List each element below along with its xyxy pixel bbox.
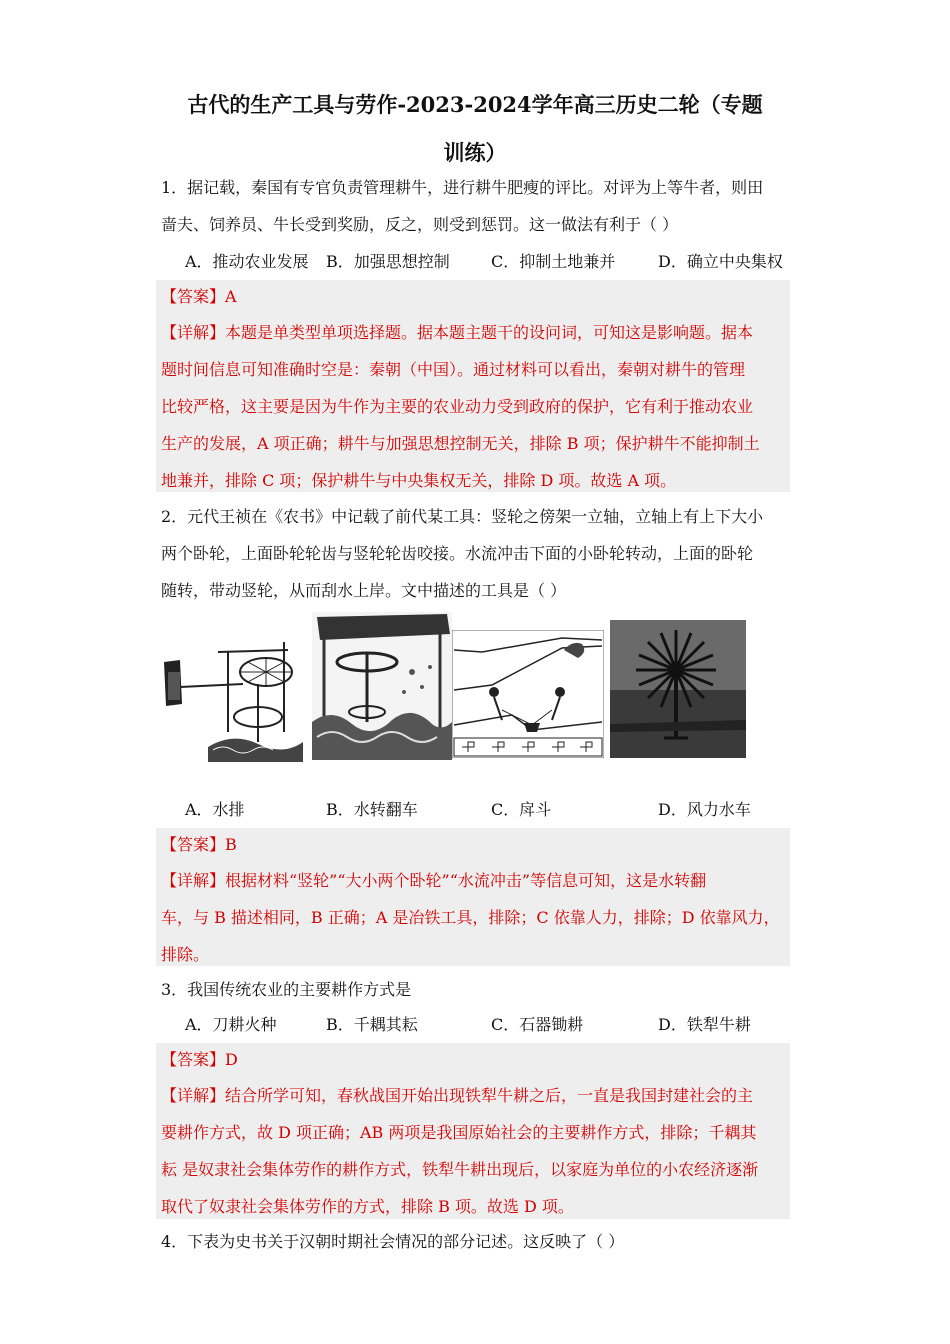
q1-option-a: A．推动农业发展 <box>185 252 309 271</box>
q1-explanation: 地兼并，排除 C 项；保护耕牛与中央集权无关，排除 D 项。故选 A 项。 <box>161 471 677 490</box>
q1-explanation: 比较严格，这主要是因为牛作为主要的农业动力受到政府的保护，它有利于推动农业 <box>161 397 754 416</box>
page-title-line2: 训练） <box>443 140 507 165</box>
q3-explanation: 耘 是奴隶社会集体劳作的耕作方式，铁犁牛耕出现后，以家庭为单位的小农经济逐渐 <box>161 1160 759 1179</box>
q1-explanation: 题时间信息可知准确时空是：秦朝（中国）。通过材料可以看出，秦朝对耕牛的管理 <box>161 360 746 379</box>
question-3-text: 3．我国传统农业的主要耕作方式是 <box>161 980 412 999</box>
q3-answer: 【答案】D <box>161 1050 238 1069</box>
question-2-text: 两个卧轮，上面卧轮轮齿与竖轮轮齿咬接。水流冲击下面的小卧轮转动，上面的卧轮 <box>161 544 754 563</box>
figure-c-swing-bucket <box>452 630 604 758</box>
q1-explanation: 生产的发展，A 项正确；耕牛与加强思想控制无关，排除 B 项；保护耕牛不能抑制土 <box>161 434 760 453</box>
q1-answer-box <box>156 280 790 492</box>
question-1-text: 啬夫、饲养员、牛长受到奖励，反之，则受到惩罚。这一做法有利于（ ） <box>161 215 679 234</box>
question-4-text: 4．下表为史书关于汉朝时期社会情况的部分记述。这反映了（ ） <box>161 1232 625 1251</box>
q2-answer: 【答案】B <box>161 835 237 854</box>
q2-answer-box <box>156 828 790 966</box>
figure-a-water-bellows <box>158 632 308 767</box>
q3-explanation: 取代了奴隶社会集体劳作的方式，排除 B 项。故选 D 项。 <box>161 1197 574 1216</box>
q3-option-d: D．铁犁牛耕 <box>658 1015 751 1034</box>
q1-option-c: C．抑制土地兼并 <box>491 252 616 271</box>
q2-option-c: C．戽斗 <box>491 800 552 819</box>
q3-explanation: 【详解】结合所学可知，春秋战国开始出现铁犁牛耕之后，一直是我国封建社会的主 <box>161 1086 754 1105</box>
q1-explanation: 【详解】本题是单类型单项选择题。据本题主题干的设问词，可知这是影响题。据本 <box>161 323 754 342</box>
q3-option-c: C．石器锄耕 <box>491 1015 584 1034</box>
question-2-text: 2．元代王祯在《农书》中记载了前代某工具：竖轮之傍架一立轴，立轴上有上下大小 <box>161 507 764 526</box>
q3-option-a: A．刀耕火种 <box>185 1015 277 1034</box>
q2-option-b: B．水转翻车 <box>326 800 418 819</box>
figure-d-wind-water-wheel <box>610 620 746 758</box>
q2-explanation: 排除。 <box>161 945 210 964</box>
q3-option-b: B．千耦其耘 <box>326 1015 418 1034</box>
question-1-text: 1．据记载，秦国有专官负责管理耕牛，进行耕牛肥瘦的评比。对评为上等牛者，则田 <box>161 178 764 197</box>
q1-option-b: B．加强思想控制 <box>326 252 450 271</box>
q2-option-d: D．风力水车 <box>658 800 751 819</box>
q3-explanation: 要耕作方式，故 D 项正确；AB 两项是我国原始社会的主要耕作方式，排除；千耦其 <box>161 1123 757 1142</box>
page-title: 古代的生产工具与劳作-2023-2024学年高三历史二轮（专题 <box>187 92 763 117</box>
q2-explanation: 车，与 B 描述相同，B 正确；A 是冶铁工具，排除；C 依靠人力，排除；D 依靠风力， <box>161 908 780 927</box>
q2-option-a: A．水排 <box>185 800 245 819</box>
q1-answer: 【答案】A <box>161 287 237 306</box>
figure-b-water-chain-pump <box>312 612 452 760</box>
q1-option-d: D．确立中央集权 <box>658 252 783 271</box>
q2-explanation: 【详解】根据材料“竖轮”“大小两个卧轮”“水流冲击”等信息可知，这是水转翻 <box>161 871 707 890</box>
question-2-text: 随转，带动竖轮，从而刮水上岸。文中描述的工具是（ ） <box>161 581 567 600</box>
